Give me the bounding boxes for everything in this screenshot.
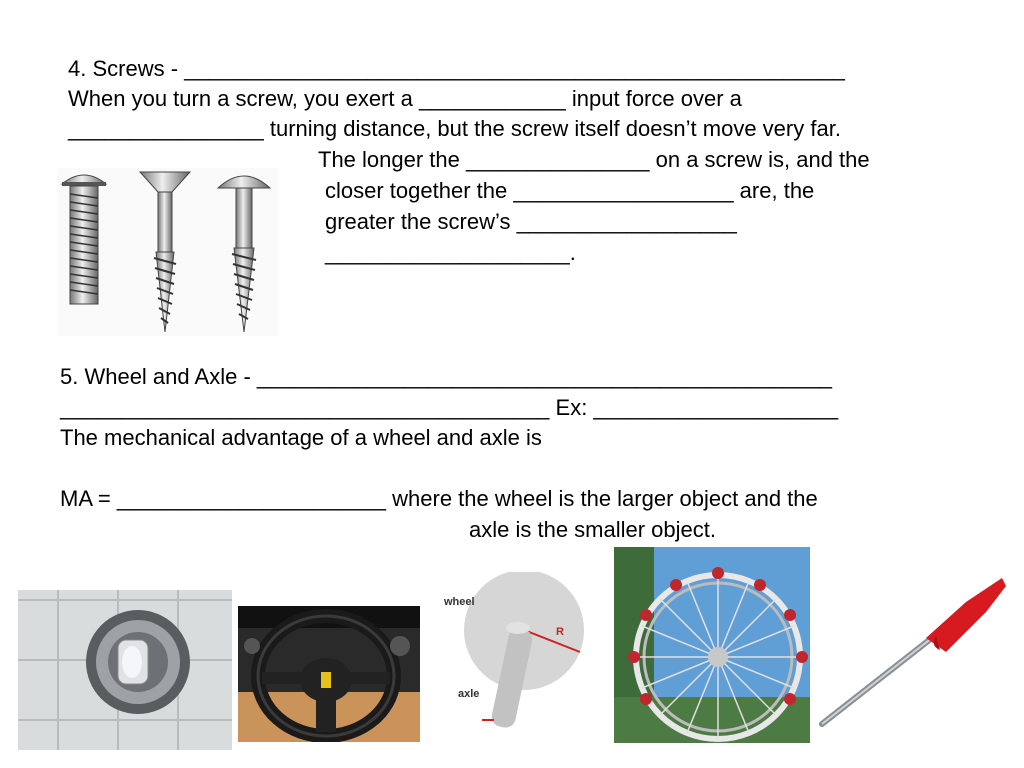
wheel-axle-diagram <box>442 572 594 736</box>
screws-text-line-2: ________________ turning distance, but the screw itself doesn’t move very far. <box>68 116 841 141</box>
wheel-axle-text-line-4: axle is the smaller object. <box>469 517 716 542</box>
screws-text-line-5: greater the screw’s __________________ <box>325 209 737 234</box>
screws-text-line-3: The longer the _______________ on a screw is, and the <box>318 147 870 172</box>
wheel-label: wheel <box>444 596 475 608</box>
screws-image <box>58 168 278 336</box>
wheel-axle-text-line-3: MA = ______________________ where the wheel is the larger object and the <box>60 486 818 511</box>
screwdriver-photo <box>816 572 1008 730</box>
ferris-wheel-photo <box>614 547 810 743</box>
screws-text-line-4: closer together the __________________ are, the <box>325 178 815 203</box>
wheel-axle-heading: 5. Wheel and Axle - _______________________________________________ <box>60 364 832 389</box>
wheel-axle-text-line-2: The mechanical advantage of a wheel and axle is <box>60 425 542 450</box>
faucet-handle-photo <box>18 590 232 750</box>
axle-label: axle <box>458 688 480 700</box>
screws-heading: 4. Screws - ______________________________________________________ <box>68 56 845 81</box>
steering-wheel-photo <box>238 606 420 742</box>
screws-text-line-1: When you turn a screw, you exert a ____________ input force over a <box>68 86 742 111</box>
wheel-axle-text-line-1: ________________________________________ Ex: ____________________ <box>60 395 839 420</box>
radius-label: R <box>556 626 564 638</box>
screws-text-line-6: ____________________. <box>325 240 576 265</box>
